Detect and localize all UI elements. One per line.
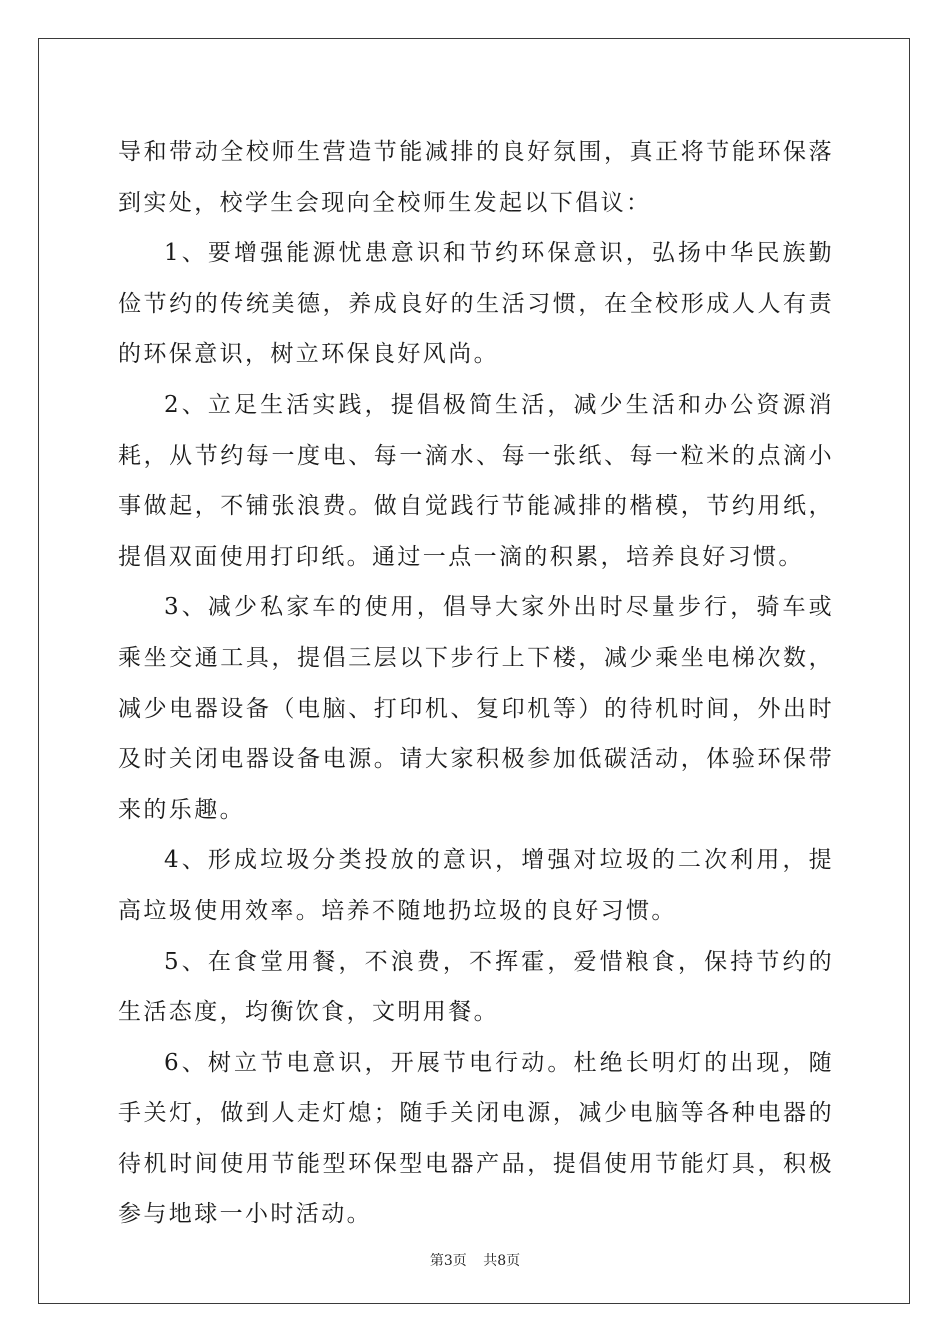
paragraph-intro: 导和带动全校师生营造节能减排的良好氛围，真正将节能环保落到实处，校学生会现向全校师生发起以下倡议： [118, 139, 834, 216]
paragraph-item-5: 5、在食堂用餐，不浪费，不挥霍，爱惜粮食，保持节约的生活态度，均衡饮食，文明用餐。 [118, 948, 834, 1026]
page-footer [0, 1250, 950, 1270]
paragraph-item-1: 1、要增强能源忧患意识和节约环保意识，弘扬中华民族勤俭节约的传统美德，养成良好的生活习惯，在全校形成人人有责的环保意识，树立环保良好风尚。 [118, 240, 834, 368]
paragraph-item-3: 3、减少私家车的使用，倡导大家外出时尽量步行，骑车或乘坐交通工具，提倡三层以下步行上下楼，减少乘坐电梯次数，减少电器设备（电脑、打印机、复印机等）的待机时间，外出时及时关闭电器设备电源。请大家积极参加低碳活动，体验环保带来的乐趣。 [118, 594, 834, 823]
document-body [118, 127, 834, 1240]
page-total: 共8页 [483, 1253, 521, 1269]
page-number: 第3页 [429, 1253, 467, 1269]
paragraph-item-6: 6、树立节电意识，开展节电行动。杜绝长明灯的出现，随手关灯，做到人走灯熄；随手关闭电源，减少电脑等各种电器的待机时间使用节能型环保型电器产品，提倡使用节能灯具，积极参与地球一小时活动。 [118, 1049, 834, 1228]
paragraph-item-4: 4、形成垃圾分类投放的意识，增强对垃圾的二次利用，提高垃圾使用效率。培养不随地扔垃圾的良好习惯。 [118, 847, 834, 924]
paragraph-item-2: 2、立足生活实践，提倡极简生活，减少生活和办公资源消耗，从节约每一度电、每一滴水、每一张纸、每一粒米的点滴小事做起，不铺张浪费。做自觉践行节能减排的楷模，节约用纸，提倡双面使用打印纸。通过一点一滴的积累，培养良好习惯。 [118, 391, 834, 570]
